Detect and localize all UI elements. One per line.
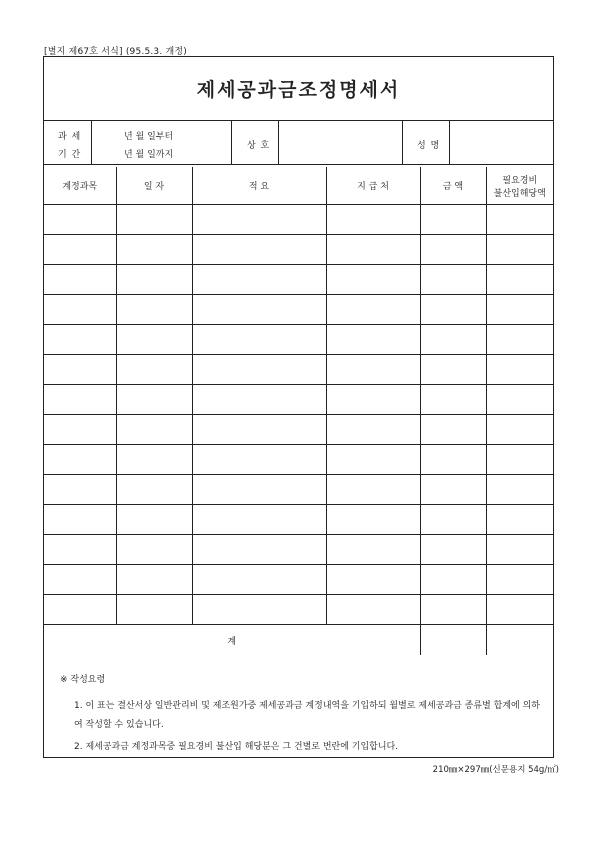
table-cell[interactable] [420,325,486,355]
table-cell[interactable] [116,415,192,445]
table-cell[interactable] [116,445,192,475]
table-cell[interactable] [326,475,420,505]
table-cell[interactable] [116,325,192,355]
header-info-row [44,121,553,165]
table-cell[interactable] [116,385,192,415]
table-cell[interactable] [44,325,116,355]
table-cell[interactable] [44,265,116,295]
tax-adjustment-form [43,56,554,758]
paper-spec: 210㎜×297㎜(신문용지 54g/㎡) [432,765,559,775]
table-cell[interactable] [116,535,192,565]
table-row [44,445,553,475]
table-cell[interactable] [116,475,192,505]
ledger-header-row [44,167,553,205]
table-row [44,595,553,625]
table-cell[interactable] [326,325,420,355]
period-label-2: 기 간 [58,150,82,160]
table-cell[interactable] [326,205,420,235]
company-label: 상 호 [247,141,271,151]
table-cell[interactable] [192,445,326,475]
table-cell[interactable] [116,505,192,535]
table-cell[interactable] [192,595,326,625]
table-row [44,295,553,325]
table-cell[interactable] [44,535,116,565]
header-account: 계정과목 [44,167,116,205]
table-cell[interactable] [192,505,326,535]
table-cell[interactable] [420,385,486,415]
table-cell[interactable] [486,385,553,415]
table-cell[interactable] [326,595,420,625]
table-cell[interactable] [420,235,486,265]
table-cell[interactable] [486,235,553,265]
table-cell[interactable] [326,295,420,325]
table-cell[interactable] [116,205,192,235]
header-date: 일 자 [116,167,192,205]
period-to[interactable]: 년 월 일까지 [124,150,174,160]
table-cell[interactable] [420,295,486,325]
table-row [44,235,553,265]
table-row [44,565,553,595]
table-cell[interactable] [326,385,420,415]
table-cell[interactable] [116,235,192,265]
table-cell[interactable] [486,475,553,505]
table-cell[interactable] [116,595,192,625]
table-cell[interactable] [44,415,116,445]
table-cell[interactable] [420,565,486,595]
table-cell[interactable] [326,535,420,565]
total-label: 계 [44,625,420,656]
divider [402,121,403,164]
table-row [44,205,553,235]
table-row [44,385,553,415]
table-cell[interactable] [486,445,553,475]
table-cell[interactable] [192,535,326,565]
table-cell[interactable] [44,235,116,265]
instruction-item-2: 2. 제세공과금 계정과목중 필요경비 불산입 해당분은 그 건별로 번란에 기입합니다. [74,742,399,752]
table-cell[interactable] [420,355,486,385]
total-nondeductible[interactable] [486,625,553,656]
table-cell[interactable] [420,205,486,235]
form-reference: [별지 제67호 서식] (95.5.3. 개정) [44,47,187,57]
table-cell[interactable] [192,265,326,295]
table-row [44,325,553,355]
table-cell[interactable] [44,295,116,325]
header-payee: 지 급 처 [326,167,420,205]
ledger-table [44,167,553,655]
table-cell[interactable] [192,205,326,235]
table-cell[interactable] [486,565,553,595]
table-cell[interactable] [116,355,192,385]
name-label: 성 명 [417,141,441,151]
table-cell[interactable] [192,385,326,415]
divider [231,121,232,164]
table-cell[interactable] [192,355,326,385]
table-cell[interactable] [420,415,486,445]
table-cell[interactable] [44,385,116,415]
table-cell[interactable] [44,445,116,475]
divider [91,121,92,164]
instruction-item-1: 1. 이 표는 결산서상 일반관리비 및 제조원가중 제세공과금 계정내역을 기입하되 월별로 제세공과금 종류별 합계에 의하여 작성할 수 있습니다. [74,701,540,730]
table-cell[interactable] [326,445,420,475]
table-cell[interactable] [486,265,553,295]
table-cell[interactable] [420,265,486,295]
table-cell[interactable] [116,295,192,325]
header-nondeductible: 필요경비 불산입해당액 [486,167,553,205]
table-cell[interactable] [192,235,326,265]
table-cell[interactable] [486,595,553,625]
table-cell[interactable] [192,325,326,355]
table-row [44,265,553,295]
table-cell[interactable] [44,595,116,625]
table-cell[interactable] [486,505,553,535]
table-row [44,355,553,385]
table-cell[interactable] [486,205,553,235]
table-cell[interactable] [116,565,192,595]
table-cell[interactable] [192,415,326,445]
table-cell[interactable] [116,265,192,295]
table-cell[interactable] [420,595,486,625]
instructions-heading: ※ 작성요령 [60,675,106,685]
table-cell[interactable] [486,325,553,355]
table-cell[interactable] [44,205,116,235]
period-from[interactable]: 년 월 일부터 [124,132,174,142]
header-amount: 금 액 [420,167,486,205]
table-cell[interactable] [44,355,116,385]
table-cell[interactable] [326,415,420,445]
table-cell[interactable] [486,415,553,445]
table-cell[interactable] [192,565,326,595]
table-cell[interactable] [420,505,486,535]
table-row [44,505,553,535]
table-row [44,475,553,505]
total-row [44,625,553,656]
table-row [44,415,553,445]
table-cell[interactable] [326,505,420,535]
table-cell[interactable] [44,475,116,505]
table-row [44,535,553,565]
divider [449,121,450,164]
form-title: 제세공과금조정명세서 [44,57,553,121]
table-cell[interactable] [486,355,553,385]
table-cell[interactable] [420,535,486,565]
table-cell[interactable] [326,565,420,595]
table-cell[interactable] [44,505,116,535]
table-cell[interactable] [326,265,420,295]
header-description: 적 요 [192,167,326,205]
total-amount[interactable] [420,625,486,656]
table-cell[interactable] [486,535,553,565]
table-cell[interactable] [192,295,326,325]
table-cell[interactable] [420,475,486,505]
table-cell[interactable] [44,565,116,595]
table-cell[interactable] [192,475,326,505]
divider [278,121,279,164]
table-cell[interactable] [326,235,420,265]
table-cell[interactable] [326,355,420,385]
period-label-1: 과 세 [58,132,82,142]
table-cell[interactable] [420,445,486,475]
table-cell[interactable] [486,295,553,325]
